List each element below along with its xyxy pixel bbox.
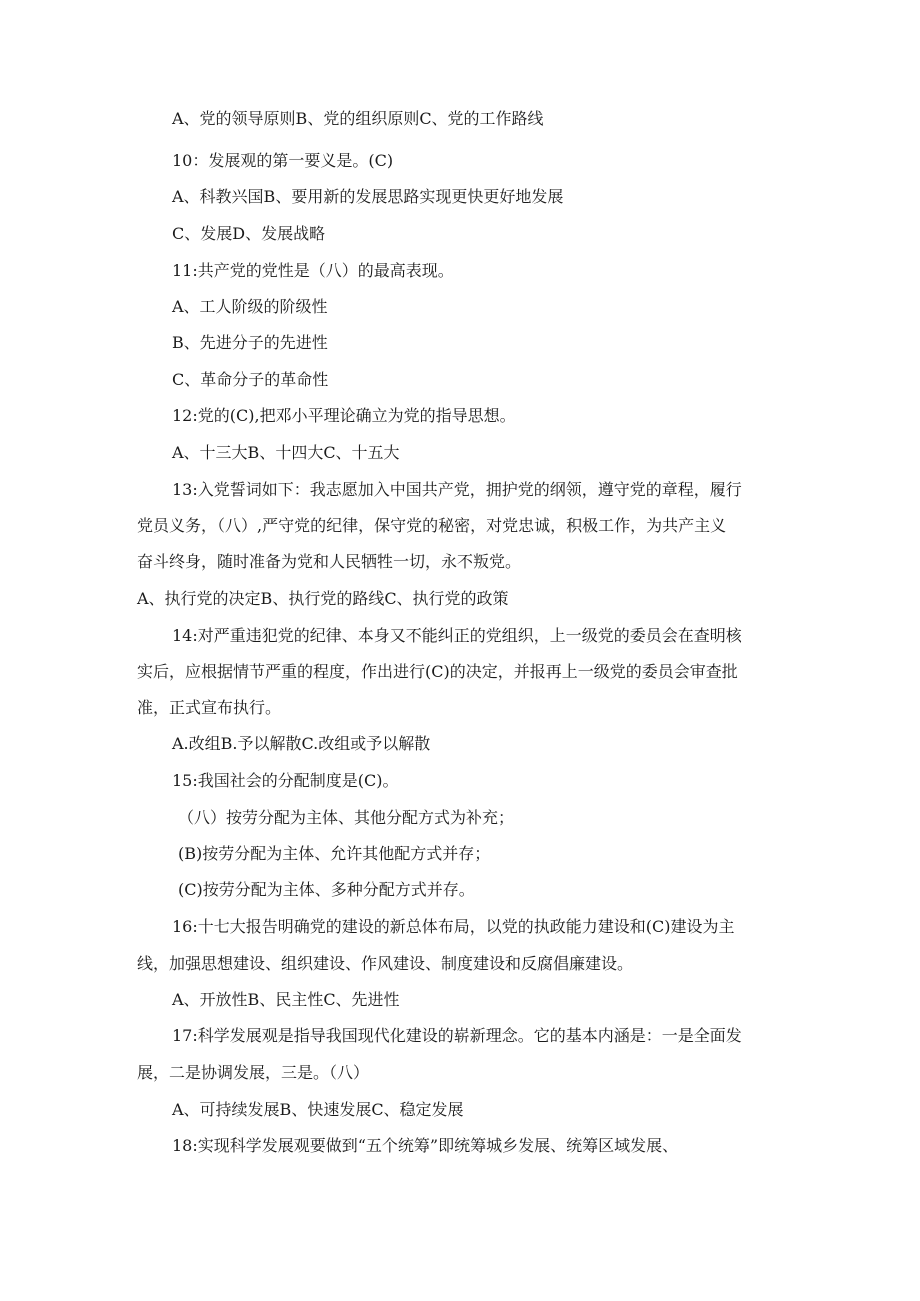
text-line: 线，加强思想建设、组织建设、作风建设、制度建设和反腐倡廉建设。 xyxy=(137,954,634,973)
text-line: （八）按劳分配为主体、其他分配方式为补充； xyxy=(178,808,515,827)
text-line: A、开放性B、民主性C、先进性 xyxy=(172,990,400,1009)
text-line: A、科教兴国B、要用新的发展思路实现更快更好地发展 xyxy=(172,187,564,206)
text-line: A、十三大B、十四大C、十五大 xyxy=(172,443,400,462)
text-line: 党员义务，（八）,严守党的纪律，保守党的秘密，对党忠诚，积极工作，为共产主义 xyxy=(137,516,727,535)
question-14: 14:对严重违犯党的纪律、本身又不能纠正的党组织，上一级党的委员会在查明核 xyxy=(172,626,742,645)
question-18: 18:实现科学发展观要做到“五个统筹”即统筹城乡发展、统筹区域发展、 xyxy=(172,1136,679,1155)
text-line: A、党的领导原则B、党的组织原则C、党的工作路线 xyxy=(172,109,544,128)
question-17: 17:科学发展观是指导我国现代化建设的崭新理念。它的基本内涵是：一是全面发 xyxy=(172,1026,742,1045)
question-10: 10：发展观的第一要义是。(C) xyxy=(172,151,394,170)
text-line: 奋斗终身，随时准备为党和人民牺牲一切，永不叛党。 xyxy=(137,552,522,571)
text-line: A、可持续发展B、快速发展C、稳定发展 xyxy=(172,1100,464,1119)
text-line: C、革命分子的革命性 xyxy=(172,370,329,389)
text-line: A、执行党的决定B、执行党的路线C、执行党的政策 xyxy=(137,589,509,608)
question-15: 15:我国社会的分配制度是(C)。 xyxy=(172,771,399,790)
text-line: 实后，应根据情节严重的程度，作出进行(C)的决定，并报再上一级党的委员会审查批 xyxy=(137,662,738,681)
text-line: B、先进分子的先进性 xyxy=(172,333,328,352)
text-line: A、工人阶级的阶级性 xyxy=(172,297,328,316)
question-13: 13:入党誓词如下：我志愿加入中国共产党，拥护党的纲领，遵守党的章程，履行 xyxy=(172,480,742,499)
text-line: (B)按劳分配为主体、允许其他配方式并存； xyxy=(178,844,491,863)
text-line: A.改组B.予以解散C.改组或予以解散 xyxy=(172,734,431,753)
text-line: 准，正式宣布执行。 xyxy=(137,698,282,717)
question-16: 16:十七大报告明确党的建设的新总体布局，以党的执政能力建设和(C)建设为主 xyxy=(172,917,735,936)
text-line: 展，二是协调发展，三是。（八） xyxy=(137,1063,370,1082)
question-12: 12:党的(C),把邓小平理论确立为党的指导思想。 xyxy=(172,406,516,425)
text-line: (C)按劳分配为主体、多种分配方式并存。 xyxy=(178,880,475,899)
text-line: C、发展D、发展战略 xyxy=(172,224,326,243)
question-11: 11:共产党的党性是（八）的最高表现。 xyxy=(172,261,454,280)
